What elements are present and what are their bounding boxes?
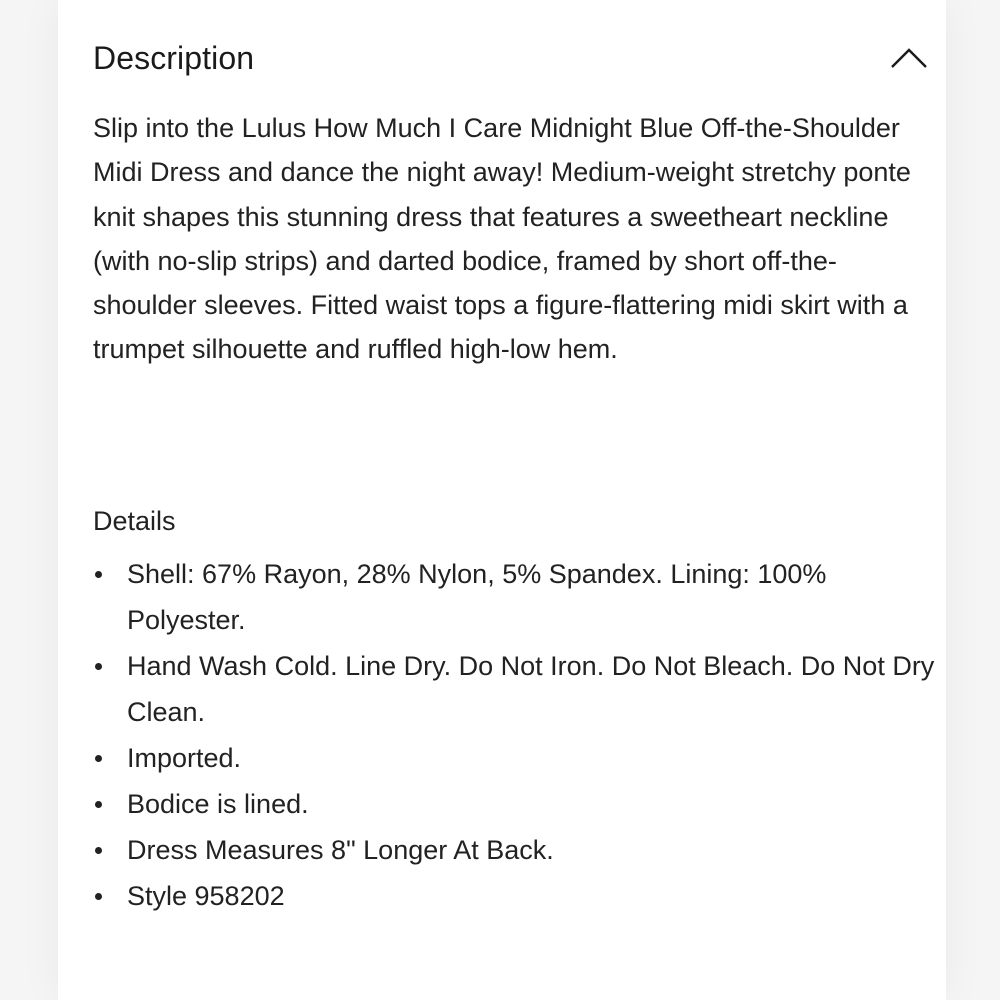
details-heading: Details (93, 506, 176, 536)
details-item: Imported. (93, 735, 943, 781)
details-item: Dress Measures 8" Longer At Back. (93, 827, 943, 873)
description-header[interactable] (93, 38, 929, 78)
details-list (93, 551, 943, 919)
details-item: Bodice is lined. (93, 781, 943, 827)
product-description-panel (58, 0, 946, 1000)
collapse-button[interactable] (889, 43, 929, 73)
details-item: Style 958202 (93, 873, 943, 919)
details-item: Hand Wash Cold. Line Dry. Do Not Iron. Do Not Bleach. Do Not Dry Clean. (93, 643, 943, 735)
description-body: Slip into the Lulus How Much I Care Midnight Blue Off-the-Shoulder Midi Dress and dance the night away! Medium-weight stretchy ponte knit shapes this stunning dress that features a sweetheart neckline (with no-slip strips) and darted bodice, framed by short off-the-shoulder sleeves. Fitted waist tops a figure-flattering midi skirt with a trumpet silhouette and ruffled high-low hem. (93, 113, 911, 365)
details-item: Shell: 67% Rayon, 28% Nylon, 5% Spandex. Lining: 100% Polyester. (93, 551, 943, 643)
description-title: Description (93, 40, 255, 76)
chevron-up-icon[interactable] (890, 47, 928, 69)
